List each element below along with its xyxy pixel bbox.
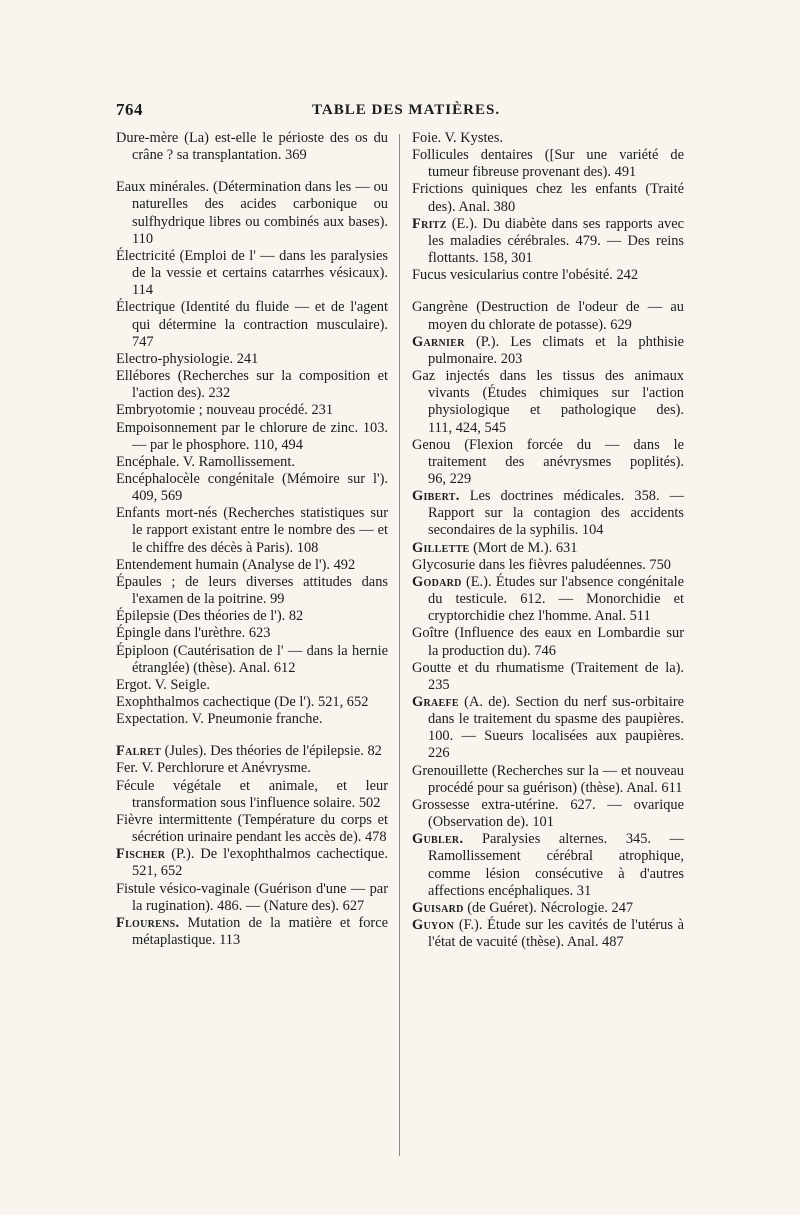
entry-page-numbers: 242 [616, 267, 639, 284]
entry-page-numbers: 111, 424, 545 [428, 419, 507, 436]
index-entry [116, 677, 388, 694]
index-entry [116, 625, 388, 642]
entry-text: (P.). De l'exophthalmos cachectique. [165, 846, 388, 863]
entry-page-numbers: 487 [602, 934, 624, 951]
index-entry [116, 130, 388, 164]
entry-text: (de Guéret). Nécrologie. [463, 899, 608, 916]
index-entry [116, 299, 388, 350]
index-entry [412, 488, 684, 539]
entry-text: Enfants mort-nés (Recherches statistiques sur le rapport existant entre le nombre des — et le chiffre des décès à Paris). [116, 505, 388, 556]
entry-text: (F.). Étude sur les cavités de l'utérus à l'état de vacuité (thèse). Anal. [428, 917, 684, 951]
entry-author: Gubler. [412, 831, 464, 848]
entry-text: Genou (Flexion forcée du — dans le traitement des anévrysmes poplités). [412, 436, 684, 470]
entry-page-numbers: 108 [296, 539, 319, 556]
entry-author: Guyon [412, 917, 455, 934]
entry-author: Garnier [412, 333, 465, 350]
entry-text: Ellébores (Recherches sur la composition et l'action des). [116, 368, 388, 402]
index-entry [116, 743, 388, 760]
index-entry [412, 368, 684, 437]
entry-text: Épingle dans l'urèthre. [116, 625, 246, 642]
entry-text: (Mort de M.). [469, 539, 553, 556]
page-number: 764 [116, 100, 143, 119]
index-entry [412, 660, 684, 694]
entry-page-numbers: 627 [342, 897, 365, 914]
entry-text: Épilepsie (Des théories de l'). [116, 608, 286, 625]
index-entry [412, 694, 684, 763]
entry-author: Falret [116, 743, 162, 760]
entry-author: Gillette [412, 539, 470, 556]
index-entry [412, 557, 684, 574]
entry-page-numbers: 96, 229 [428, 470, 472, 487]
index-entry [116, 846, 388, 880]
entry-page-numbers: 99 [270, 591, 285, 608]
entry-text: Épaules ; de leurs diverses attitudes dans l'examen de la poitrine. [116, 573, 388, 608]
page-header [116, 100, 696, 126]
index-entry [412, 181, 684, 215]
entry-text: Dure-mère (La) est-elle le périoste des os du crâne ? sa transplantation. [116, 130, 388, 164]
entry-page-numbers: 301 [511, 250, 533, 267]
index-column-left [116, 130, 388, 949]
index-entry [116, 915, 388, 949]
entry-text: Glycosurie dans les fièvres paludéennes. [412, 556, 646, 573]
entry-page-numbers: 511 [629, 608, 651, 625]
index-entry [116, 505, 388, 556]
entry-page-numbers: 110 [132, 230, 154, 247]
entry-page-numbers: 226 [428, 745, 450, 762]
index-entry [412, 900, 684, 917]
entry-text: Exophthalmos cachectique (De l'). [116, 694, 315, 710]
entry-text: Encéphalocèle congénitale (Mémoire sur l'). [116, 470, 388, 487]
entry-author: Graefe [412, 694, 459, 710]
entry-text: (A. de). Section du nerf sus-orbitaire dans le traitement du spasme des paupières. 100. — Sueurs localisées aux paupières. [428, 694, 684, 745]
index-entry [412, 797, 684, 831]
entry-text: Electro-physiologie. [116, 350, 234, 367]
entry-text: Gaz injectés dans les tissus des animaux vivants (Études chimiques sur l'action physiologique et pathologique des). [412, 368, 684, 419]
index-entry [412, 574, 684, 625]
index-entry [412, 267, 684, 284]
entry-text: Grenouillette (Recherches sur la — et nouveau procédé pour sa guérison) (thèse). Anal. [412, 762, 684, 796]
index-entry [116, 402, 388, 419]
index-entry [116, 881, 388, 915]
entry-text: Fièvre intermittente (Température du corps et sécrétion urinaire pendant les accès de). [116, 811, 388, 846]
entry-text: Encéphale. V. Ramollissement. [116, 453, 295, 470]
entry-page-numbers: 502 [358, 794, 381, 811]
entry-text: Gangrène (Destruction de l'odeur de — au moyen du chlorate de potasse). [412, 299, 684, 333]
index-entry [116, 643, 388, 677]
index-entry [116, 351, 388, 368]
entry-page-numbers: 101 [532, 814, 554, 831]
entry-page-numbers: 231 [311, 402, 334, 419]
index-entry [412, 334, 684, 368]
entry-text: Fucus vesicularius contre l'obésité. [412, 267, 613, 284]
entry-page-numbers: 241 [236, 350, 259, 367]
entry-author: Fritz [412, 215, 447, 232]
index-entry [116, 812, 388, 846]
entry-text: Fistule vésico-vaginale (Guérison d'une — par la rugination). 486. — (Nature des). [116, 880, 388, 914]
entry-page-numbers: 31 [576, 882, 592, 899]
entry-text: Épiploon (Cautérisation de l' — dans la hernie étranglée) (thèse). Anal. [116, 642, 388, 676]
entry-text: (P.). Les climats et la phthisie pulmonaire. [428, 333, 684, 367]
entry-text: (E.). Études sur l'absence congénitale du testicule. 612. — Monorchidie et cryptorchidie chez l'homme. Anal. [428, 573, 684, 625]
entry-page-numbers: 631 [555, 539, 578, 556]
index-entry [412, 216, 684, 267]
index-entry [116, 179, 388, 248]
entry-author: Godard [412, 573, 462, 590]
entry-page-numbers: 478 [364, 829, 387, 846]
index-entry [116, 778, 388, 812]
entry-text: Mutation de la matière et force métaplastique. [132, 914, 388, 949]
entry-text: (Jules). Des théories de l'épilepsie. [161, 743, 364, 760]
index-entry [116, 574, 388, 608]
entry-author: Gibert. [412, 488, 460, 505]
entry-text: Ergot. V. Seigle. [116, 676, 210, 693]
entry-page-numbers: 623 [248, 625, 271, 642]
entry-page-numbers: 521, 652 [318, 694, 369, 710]
entry-text: Goître (Influence des eaux en Lombardie sur la production du). [412, 625, 684, 659]
index-column-right [412, 130, 684, 951]
entry-page-numbers: 232 [208, 385, 231, 402]
index-entry [116, 368, 388, 402]
entry-text: Frictions quiniques chez les enfants (Traité des). Anal. [412, 181, 684, 215]
index-entry [412, 763, 684, 797]
entry-text: Paralysies alternes. 345. — Ramollissement cérébral atrophique, comme lésion consécutive à d'autres affections encéphaliques. [428, 831, 684, 899]
entry-page-numbers: 491 [614, 164, 637, 181]
entry-page-numbers: 113 [219, 932, 241, 949]
index-entry [116, 760, 388, 777]
entry-page-numbers: 104 [581, 522, 604, 539]
entry-page-numbers: 235 [428, 676, 450, 693]
entry-text: (E.). Du diabète dans ses rapports avec les maladies cérébrales. 479. — Des reins flottants. 158, [428, 215, 684, 267]
entry-page-numbers: 611 [661, 779, 683, 796]
entry-text: Expectation. V. Pneumonie franche. [116, 711, 323, 728]
index-entry [116, 248, 388, 299]
entry-author: Flourens. [116, 914, 180, 931]
entry-page-numbers: 247 [611, 899, 634, 916]
entry-text: Eaux minérales. (Détermination dans les — ou naturelles des acides carbonique ou sulfhydrique libres ou combinés aux bases). [116, 179, 388, 230]
entry-text: Électrique (Identité du fluide — et de l'agent qui détermine la contraction musculaire). [116, 299, 388, 333]
entry-text: Embryotomie ; nouveau procédé. [116, 402, 308, 419]
index-entry [412, 831, 684, 900]
entry-page-numbers: 82 [288, 608, 304, 625]
entry-page-numbers: 114 [132, 282, 154, 299]
column-divider [399, 134, 400, 1156]
entry-page-numbers: 409, 569 [132, 488, 183, 505]
entry-page-numbers: 82 [367, 743, 382, 760]
entry-page-numbers: 521, 652 [132, 863, 183, 880]
index-entry [116, 557, 388, 574]
index-entry [412, 540, 684, 557]
entry-author: Guisard [412, 899, 464, 916]
entry-text: Fécule végétale et animale, et leur transformation sous l'influence solaire. [116, 777, 388, 811]
entry-page-numbers: 492 [333, 556, 356, 573]
index-entry [412, 625, 684, 659]
entry-page-numbers: 747 [132, 333, 154, 350]
entry-page-numbers: 369 [285, 147, 307, 164]
index-entry [116, 454, 388, 471]
entry-text: Fer. V. Perchlorure et Anévrysme. [116, 760, 311, 777]
entry-page-numbers: 746 [534, 642, 556, 659]
index-entry [412, 437, 684, 488]
entry-text: Goutte et du rhumatisme (Traitement de la). [412, 659, 684, 676]
entry-page-numbers: 494 [281, 436, 303, 453]
entry-text: Entendement humain (Analyse de l'). [116, 556, 330, 573]
entry-text: Foie. V. Kystes. [412, 130, 504, 146]
entry-author: Fischer [116, 846, 166, 863]
entry-text: Follicules dentaires ([Sur une variété de tumeur fibreuse provenant des). [412, 147, 684, 181]
index-entry [412, 299, 684, 333]
running-title: TABLE DES MATIÈRES. [312, 102, 501, 118]
index-entry [412, 917, 684, 951]
entry-page-numbers: 612 [273, 659, 296, 676]
index-entry [412, 147, 684, 181]
index-entry [116, 420, 388, 454]
entry-text: Les doctrines médicales. 358. — Rapport sur la contagion des accidents secondaires de la syphilis. [428, 488, 684, 539]
entry-text: Électricité (Emploi de l' — dans les paralysies de la vessie et certains catarrhes vésicaux). [116, 247, 388, 282]
entry-text: Empoisonnement par le chlorure de zinc. 103. — par le phosphore. 110, [116, 419, 388, 453]
index-entry [116, 471, 388, 505]
entry-text: Grossesse extra-utérine. 627. — ovarique (Observation de). [412, 796, 684, 831]
index-entry [116, 694, 388, 711]
index-entry [116, 711, 388, 728]
entry-page-numbers: 750 [649, 556, 671, 573]
entry-page-numbers: 629 [610, 316, 632, 333]
entry-page-numbers: 203 [500, 350, 523, 367]
index-entry [412, 130, 684, 147]
entry-page-numbers: 380 [493, 198, 516, 215]
index-entry [116, 608, 388, 625]
